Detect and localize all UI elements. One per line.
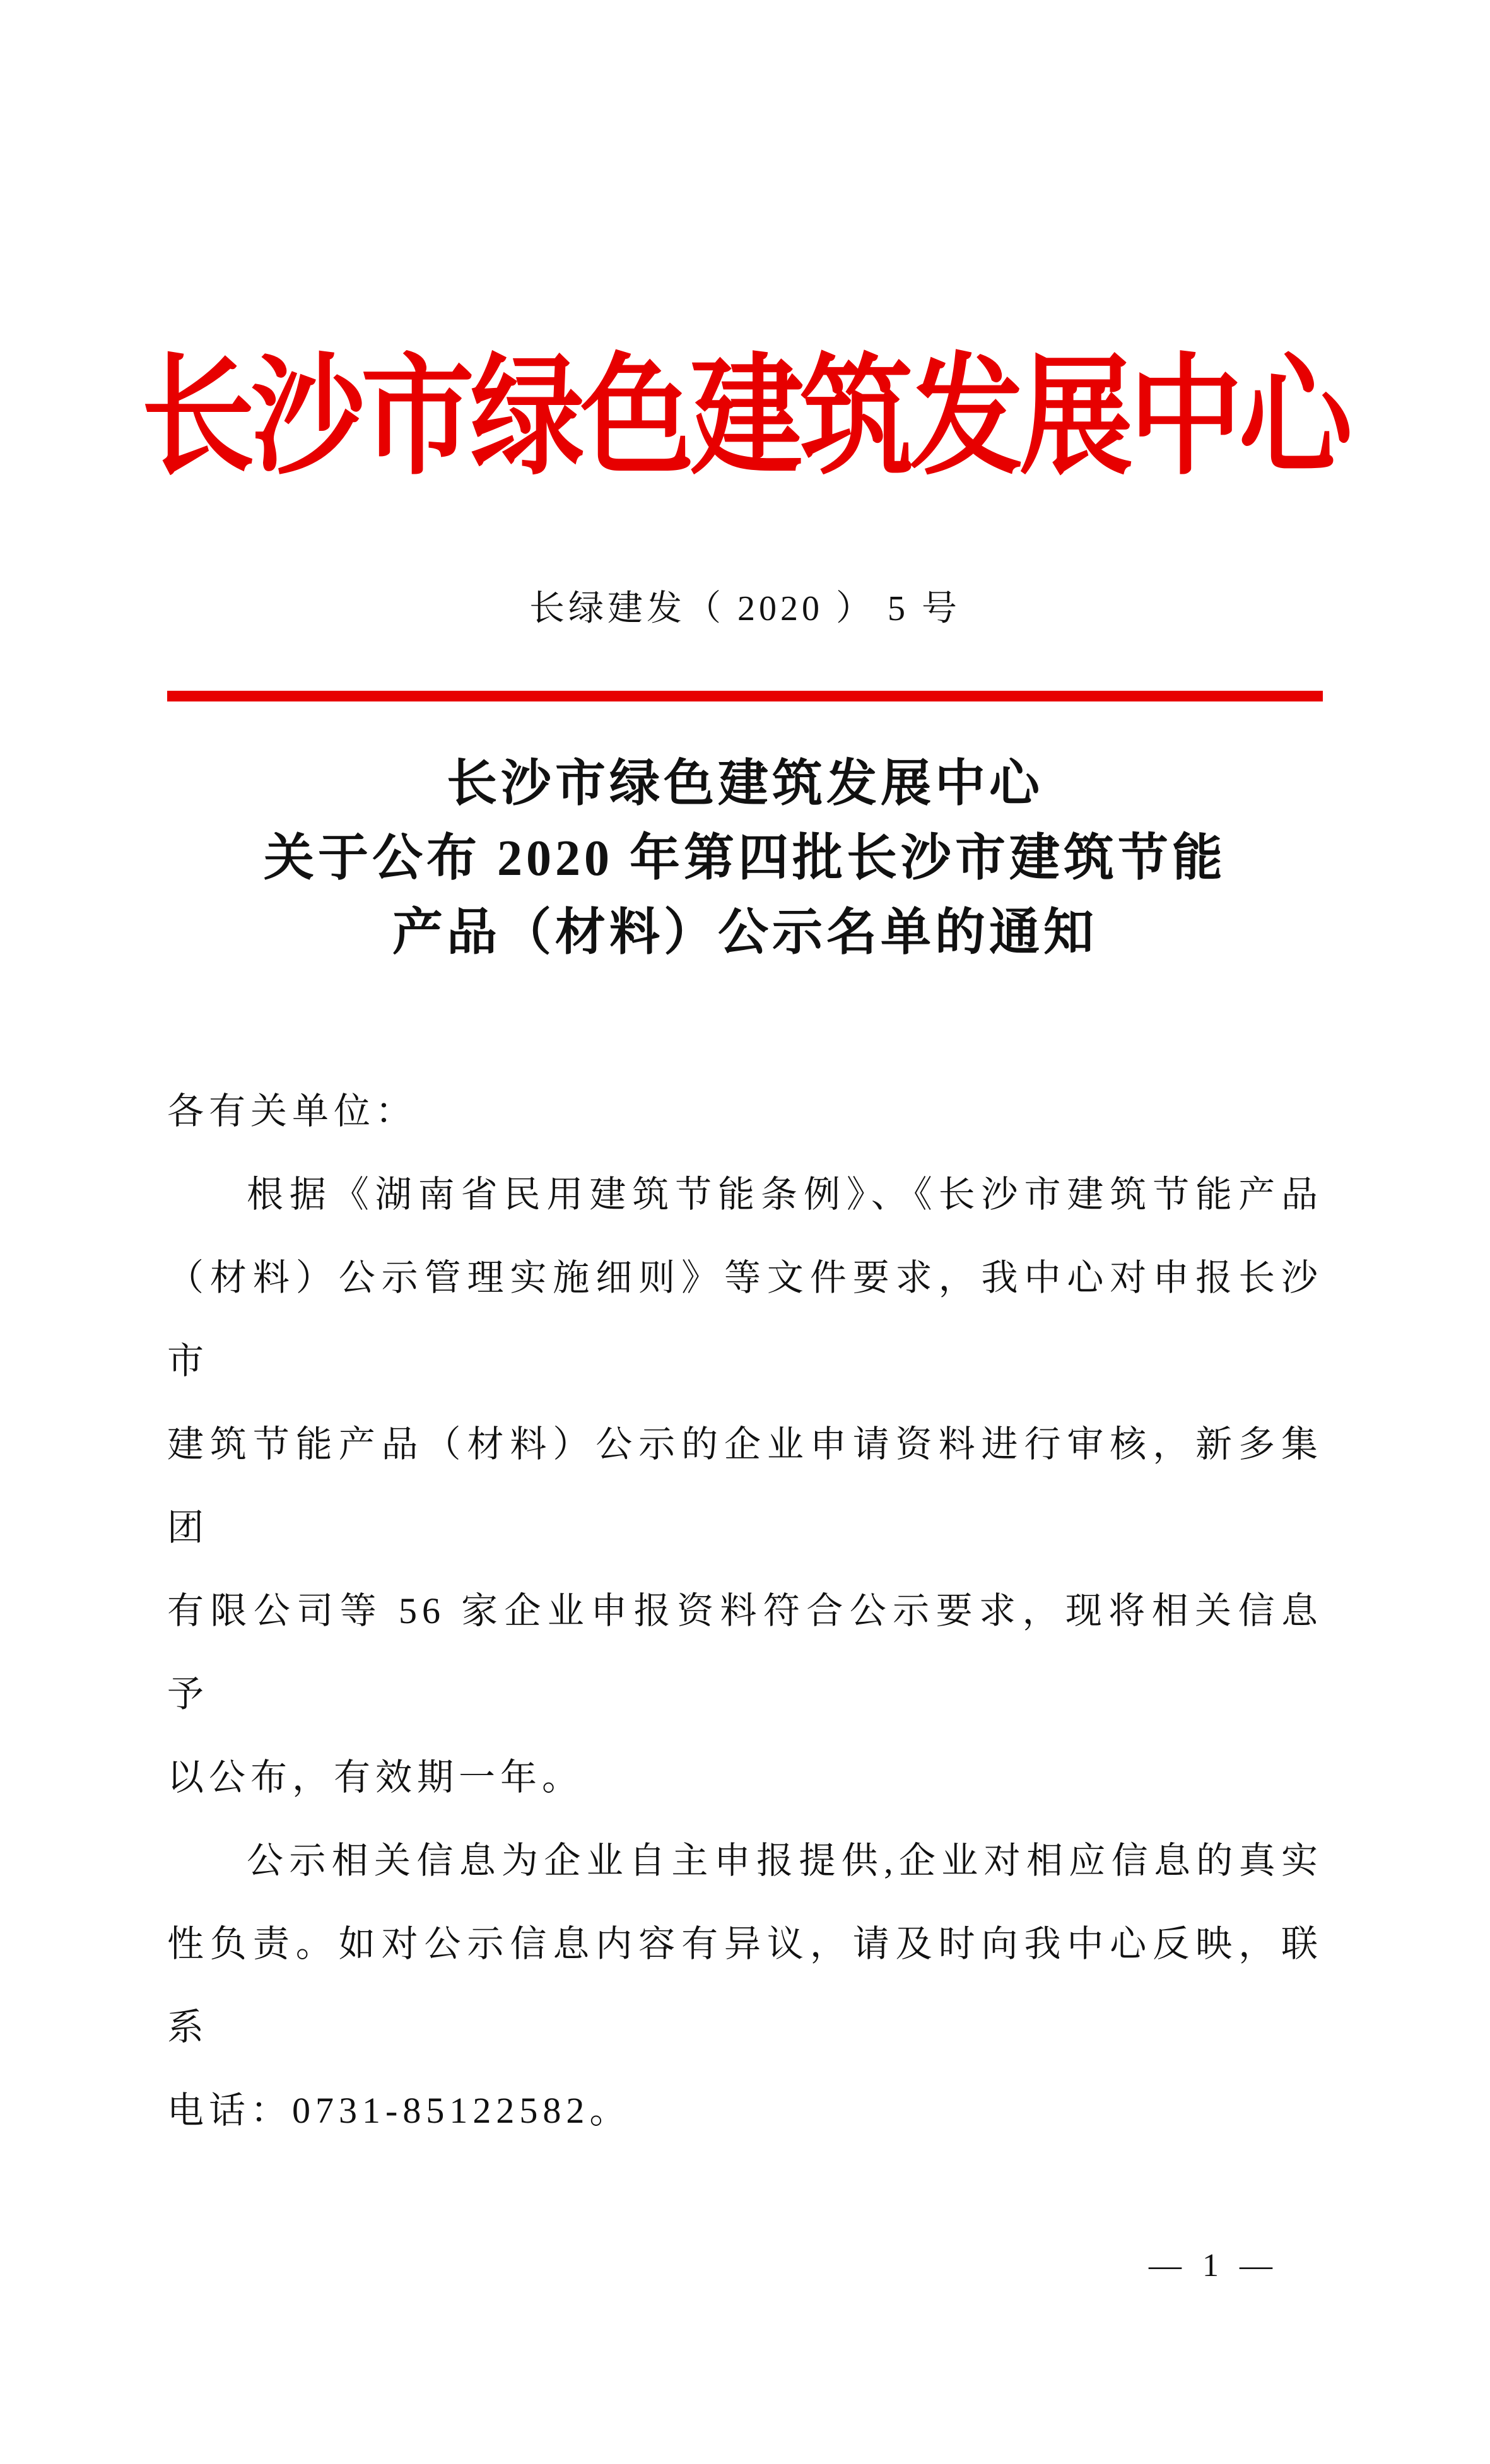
title-line-1: 长沙市绿色建筑发展中心 xyxy=(447,756,1043,812)
paragraph1-line4: 有限公司等 56 家企业申报资料符合公示要求，现将相关信息予 xyxy=(167,1590,1323,1715)
salutation: 各有关单位： xyxy=(167,1091,418,1132)
paragraph1-line1: 根据《湖南省民用建筑节能条例》、《长沙市建筑节能产品 xyxy=(247,1174,1323,1215)
page-number: — 1 — xyxy=(1149,2248,1279,2284)
paragraph1-line3: 建筑节能产品（材料）公示的企业申请资料进行审核，新多集团 xyxy=(167,1424,1323,1548)
paragraph2-line1: 公示相关信息为企业自主申报提供,企业对相应信息的真实 xyxy=(247,1840,1323,1881)
document-body xyxy=(167,1070,1323,2152)
title-line-2: 关于公布 2020 年第四批长沙市建筑节能 xyxy=(264,831,1226,886)
document-page xyxy=(0,341,1490,2464)
paragraph2-line3-phone: 电话：0731-85122582。 xyxy=(167,2090,631,2131)
paragraph2-line2: 性负责。如对公示信息内容有异议，请及时向我中心反映，联系 xyxy=(167,1923,1323,2048)
document-title xyxy=(0,747,1490,970)
doc-reference-number: 长绿建发（ 2020 ） 5 号 xyxy=(529,589,961,628)
paragraph1-line2: （材料）公示管理实施细则》等文件要求，我中心对申报长沙市 xyxy=(167,1257,1323,1382)
letterhead-org-name: 长沙市绿色建筑发展中心 xyxy=(141,346,1349,490)
red-divider-line xyxy=(167,691,1323,701)
title-line-3: 产品（材料）公示名单的通知 xyxy=(392,905,1098,961)
paragraph1-line5: 以公布，有效期一年。 xyxy=(167,1757,584,1798)
